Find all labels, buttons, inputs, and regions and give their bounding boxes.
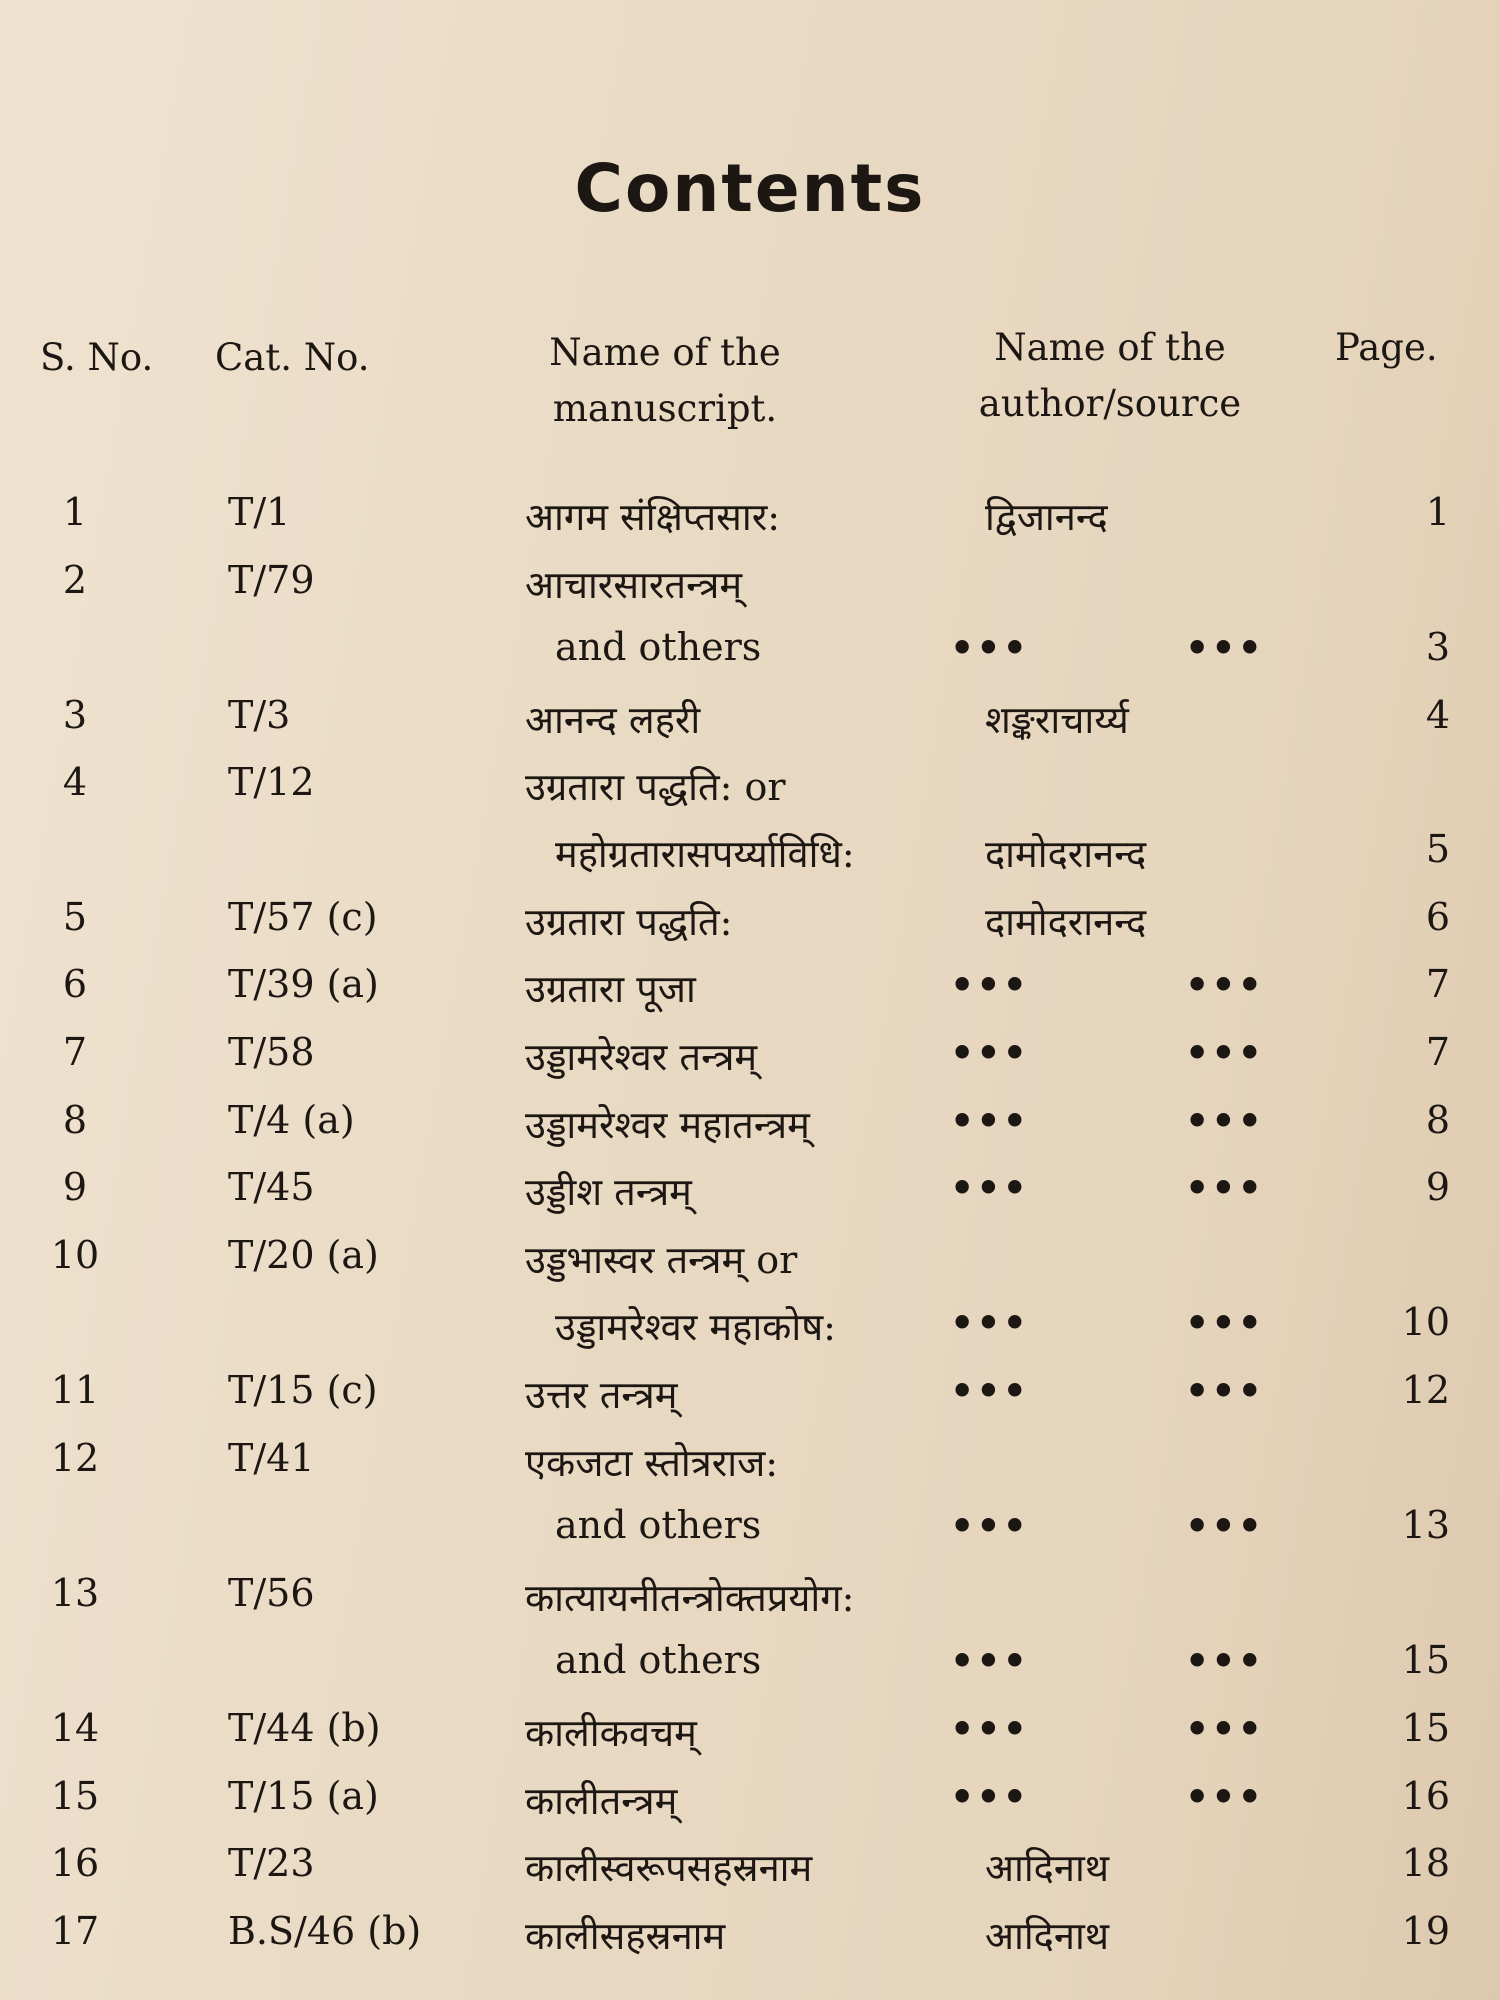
leader-dots: ••• [1185, 625, 1264, 670]
catalogue-number: T/4 (a) [228, 1098, 355, 1142]
table-row [0, 1774, 1500, 1840]
author-name: आदिनाथ [985, 1846, 1110, 1890]
leader-dots: ••• [950, 1368, 1029, 1413]
catalogue-number: B.S/46 (b) [228, 1909, 422, 1953]
manuscript-name: उग्रतारा पद्धति: [525, 900, 733, 944]
table-row [0, 1638, 1500, 1704]
table-row [0, 1571, 1500, 1637]
serial-number: 15 [50, 1774, 100, 1818]
page-number: 4 [1425, 693, 1450, 737]
leader-dots: ••• [1185, 1774, 1264, 1819]
serial-number: 11 [50, 1368, 100, 1412]
page-number: 9 [1425, 1165, 1450, 1209]
leader-dots: ••• [950, 1774, 1029, 1819]
header-author [960, 320, 1260, 432]
page-number: 16 [1401, 1774, 1450, 1818]
manuscript-name: कालीकवचम् [525, 1711, 697, 1755]
leader-dots: ••• [950, 1165, 1029, 1210]
header-cat-no: Cat. No. [215, 336, 370, 379]
manuscript-name: उड्डामरेश्वर महाकोष: [555, 1305, 836, 1349]
leader-dots: ••• [950, 1706, 1029, 1751]
manuscript-name: उग्रतारा पद्धति: or [525, 765, 786, 809]
serial-number: 4 [62, 760, 88, 804]
serial-number: 16 [50, 1841, 100, 1885]
author-name: शङ्कराचार्य्य [985, 698, 1129, 742]
table-row [0, 1098, 1500, 1164]
leader-dots: ••• [1185, 1030, 1264, 1075]
table-row [0, 827, 1500, 893]
table-row [0, 1030, 1500, 1096]
serial-number: 1 [62, 490, 88, 534]
catalogue-number: T/79 [228, 558, 315, 602]
author-name: दामोदरानन्द [985, 900, 1147, 944]
table-row [0, 1436, 1500, 1502]
manuscript-name: उत्तर तन्त्रम् [525, 1373, 678, 1417]
table-row [0, 625, 1500, 691]
manuscript-name: उड्डामरेश्वर तन्त्रम् [525, 1035, 758, 1079]
catalogue-number: T/44 (b) [228, 1706, 381, 1750]
leader-dots: ••• [950, 1503, 1029, 1548]
manuscript-name: उड्डभास्वर तन्त्रम् or [525, 1238, 798, 1282]
table-row [0, 962, 1500, 1028]
author-name: दामोदरानन्द [985, 832, 1147, 876]
manuscript-name: उड्डीश तन्त्रम् [525, 1170, 692, 1214]
serial-number: 12 [50, 1436, 100, 1480]
header-sno: S. No. [40, 336, 154, 379]
serial-number: 17 [50, 1909, 100, 1953]
catalogue-number: T/23 [228, 1841, 315, 1885]
table-row [0, 693, 1500, 759]
table-row [0, 1706, 1500, 1772]
page-number: 18 [1401, 1841, 1450, 1885]
page-number: 15 [1401, 1706, 1450, 1750]
serial-number: 2 [62, 558, 88, 602]
table-row [0, 1233, 1500, 1299]
page-number: 8 [1425, 1098, 1450, 1142]
catalogue-number: T/3 [228, 693, 291, 737]
serial-number: 6 [62, 962, 88, 1006]
manuscript-name: कालीस्वरूपसहस्रनाम [525, 1846, 813, 1890]
serial-number: 3 [62, 693, 88, 737]
catalogue-number: T/45 [228, 1165, 315, 1209]
author-name: द्विजानन्द [985, 495, 1108, 539]
leader-dots: ••• [950, 1030, 1029, 1075]
page-number: 10 [1401, 1300, 1450, 1344]
leader-dots: ••• [950, 1300, 1029, 1345]
leader-dots: ••• [950, 1098, 1029, 1143]
manuscript-name: आगम संक्षिप्तसार: [525, 495, 781, 539]
manuscript-name: महोग्रतारासपर्य्याविधि: [555, 832, 855, 876]
catalogue-number: T/58 [228, 1030, 315, 1074]
page-number: 13 [1401, 1503, 1450, 1547]
serial-number: 13 [50, 1571, 100, 1615]
page-number: 15 [1401, 1638, 1450, 1682]
serial-number: 14 [50, 1706, 100, 1750]
catalogue-number: T/15 (c) [228, 1368, 378, 1412]
author-name: आदिनाथ [985, 1914, 1110, 1958]
table-row [0, 1503, 1500, 1569]
serial-number: 8 [62, 1098, 88, 1142]
header-author-line2: author/source [978, 382, 1242, 425]
manuscript-name: आनन्द लहरी [525, 698, 701, 742]
page-title: Contents [574, 150, 926, 227]
manuscript-name: एकजटा स्तोत्रराज: [525, 1441, 779, 1485]
header-manuscript-line2: manuscript. [552, 387, 778, 430]
leader-dots: ••• [1185, 1706, 1264, 1751]
catalogue-number: T/41 [228, 1436, 315, 1480]
page-number: 6 [1425, 895, 1450, 939]
manuscript-name: कात्यायनीतन्त्रोक्तप्रयोग: [525, 1576, 855, 1620]
catalogue-number: T/1 [228, 490, 291, 534]
leader-dots: ••• [1185, 1300, 1264, 1345]
table-row [0, 895, 1500, 961]
header-page: Page. [1335, 326, 1438, 369]
leader-dots: ••• [950, 1638, 1029, 1683]
header-manuscript-line1: Name of the [549, 331, 781, 374]
page-number: 12 [1401, 1368, 1450, 1412]
table-row [0, 760, 1500, 826]
page-number: 7 [1425, 1030, 1450, 1074]
page-number: 19 [1401, 1909, 1450, 1953]
leader-dots: ••• [1185, 962, 1264, 1007]
manuscript-name: उड्डामरेश्वर महातन्त्रम् [525, 1103, 810, 1147]
manuscript-name: and others [555, 1638, 762, 1682]
page-number: 3 [1425, 625, 1450, 669]
header-manuscript [515, 325, 815, 437]
catalogue-number: T/20 (a) [228, 1233, 379, 1277]
table-row [0, 490, 1500, 556]
leader-dots: ••• [1185, 1368, 1264, 1413]
serial-number: 9 [62, 1165, 88, 1209]
catalogue-number: T/39 (a) [228, 962, 379, 1006]
table-row [0, 1909, 1500, 1975]
manuscript-name: कालीसहस्रनाम [525, 1914, 726, 1958]
serial-number: 5 [62, 895, 88, 939]
leader-dots: ••• [1185, 1098, 1264, 1143]
leader-dots: ••• [950, 625, 1029, 670]
leader-dots: ••• [950, 962, 1029, 1007]
serial-number: 10 [50, 1233, 100, 1277]
table-row [0, 1165, 1500, 1231]
table-row [0, 1368, 1500, 1434]
leader-dots: ••• [1185, 1503, 1264, 1548]
manuscript-name: and others [555, 625, 762, 669]
manuscript-name: आचारसारतन्त्रम् [525, 563, 743, 607]
serial-number: 7 [62, 1030, 88, 1074]
catalogue-number: T/56 [228, 1571, 315, 1615]
table-row [0, 1300, 1500, 1366]
catalogue-number: T/15 (a) [228, 1774, 379, 1818]
header-author-line1: Name of the [994, 326, 1226, 369]
table-row [0, 558, 1500, 624]
manuscript-name: कालीतन्त्रम् [525, 1779, 678, 1823]
catalogue-number: T/12 [228, 760, 315, 804]
catalogue-number: T/57 (c) [228, 895, 378, 939]
leader-dots: ••• [1185, 1165, 1264, 1210]
page-number: 7 [1425, 962, 1450, 1006]
page-number: 5 [1425, 827, 1450, 871]
manuscript-name: उग्रतारा पूजा [525, 967, 696, 1011]
page-number: 1 [1425, 490, 1450, 534]
table-row [0, 1841, 1500, 1907]
manuscript-name: and others [555, 1503, 762, 1547]
leader-dots: ••• [1185, 1638, 1264, 1683]
